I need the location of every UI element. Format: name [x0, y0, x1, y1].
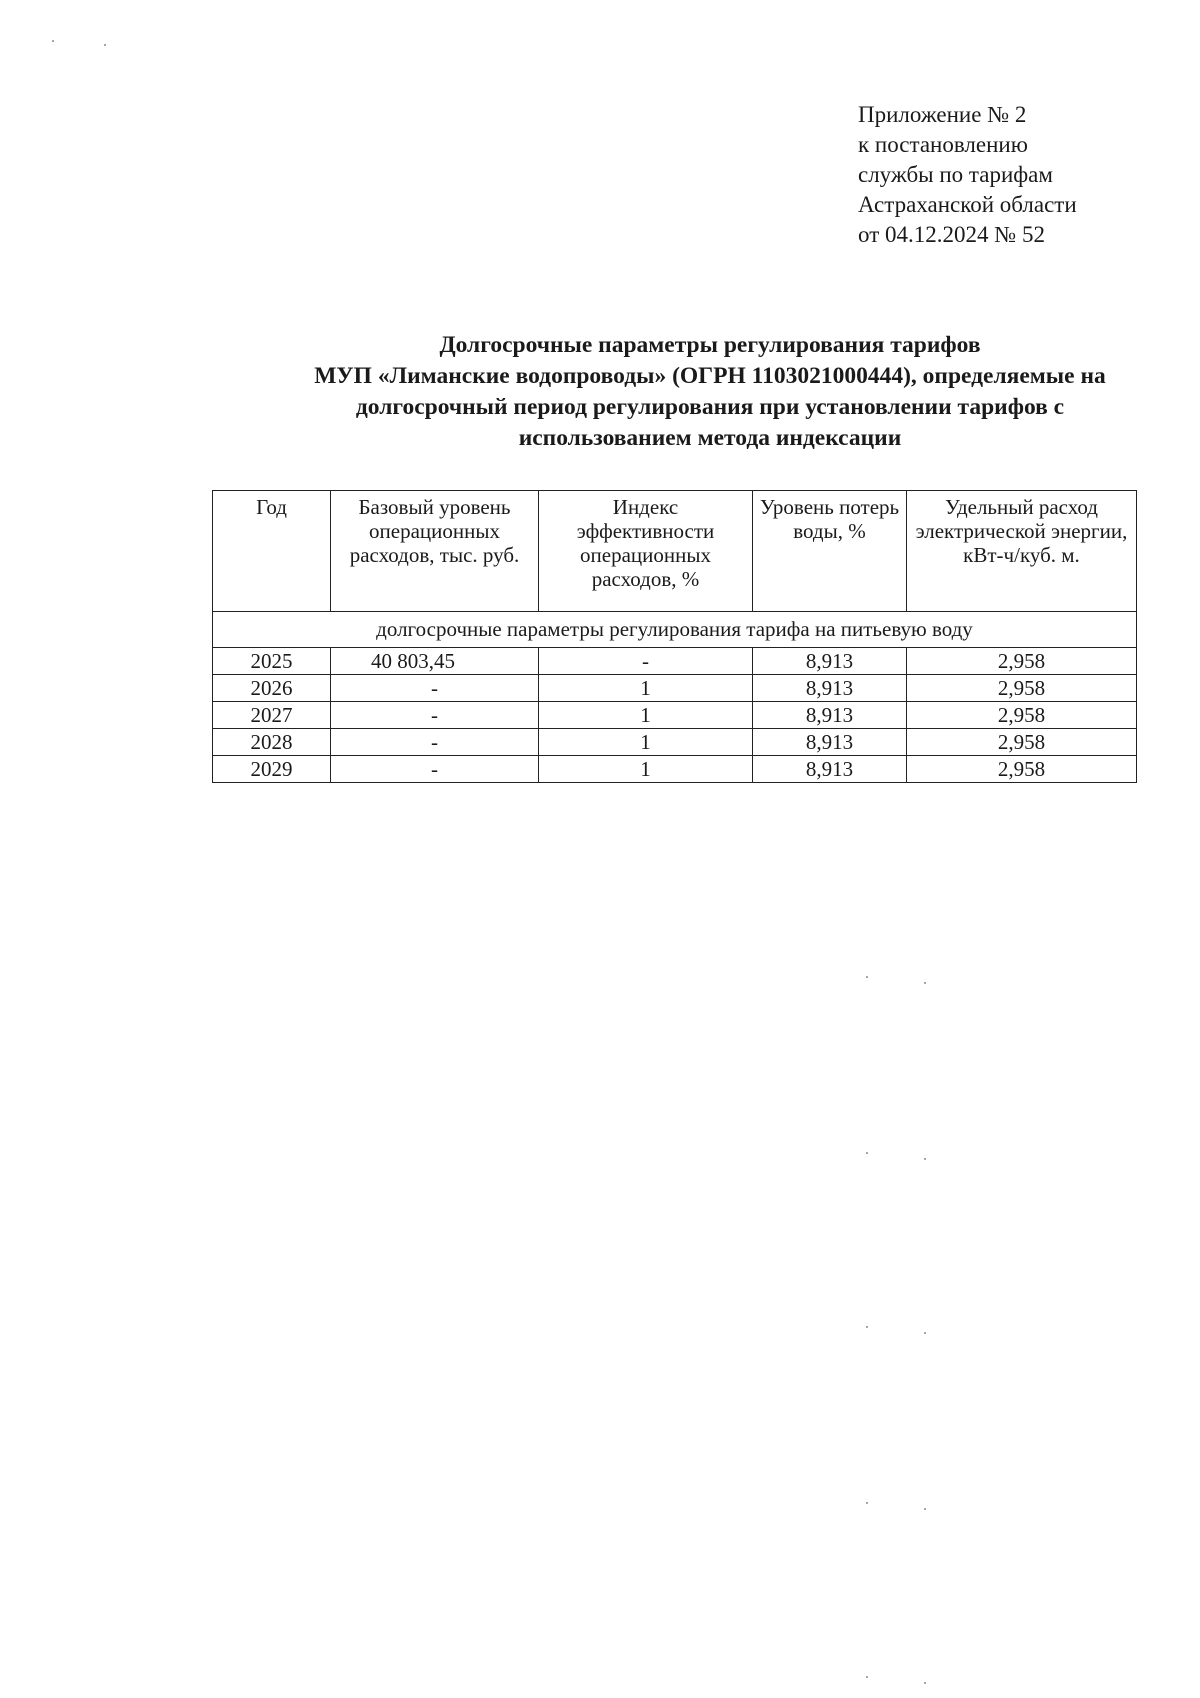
cell-energy-consumption: 2,958: [907, 648, 1137, 675]
attachment-line: службы по тарифам: [858, 162, 1053, 187]
cell-water-loss: 8,913: [753, 702, 907, 729]
cell-energy-consumption: 2,958: [907, 756, 1137, 783]
attachment-line: Астраханской области: [858, 192, 1077, 217]
scan-speck: [924, 1682, 926, 1684]
cell-base-opex: -: [331, 756, 539, 783]
header-efficiency-index: Индекс эффективности операционных расходов, %: [539, 491, 753, 612]
cell-efficiency-index: -: [539, 648, 753, 675]
cell-energy-consumption: 2,958: [907, 702, 1137, 729]
cell-water-loss: 8,913: [753, 729, 907, 756]
table-row: [213, 702, 1137, 729]
scan-speck: [924, 1508, 926, 1510]
cell-energy-consumption: 2,958: [907, 729, 1137, 756]
scan-speck: [924, 1332, 926, 1334]
scan-speck: [104, 44, 106, 46]
scan-speck: [924, 982, 926, 984]
table-header-row: [213, 491, 1137, 612]
cell-efficiency-index: 1: [539, 702, 753, 729]
cell-base-opex: 40 803,45: [331, 648, 539, 675]
table-row: [213, 648, 1137, 675]
cell-base-opex: -: [331, 675, 539, 702]
scan-speck: [866, 976, 868, 978]
title-line: использованием метода индексации: [518, 425, 902, 451]
document-title: [200, 330, 1200, 454]
cell-year: 2026: [213, 675, 331, 702]
cell-year: 2027: [213, 702, 331, 729]
cell-year: 2028: [213, 729, 331, 756]
section-row: [213, 612, 1137, 648]
cell-water-loss: 8,913: [753, 648, 907, 675]
table-row: [213, 675, 1137, 702]
scan-speck: [866, 1152, 868, 1154]
attachment-line: от 04.12.2024 № 52: [858, 222, 1045, 247]
header-base-opex: Базовый уровень операционных расходов, тыс. руб.: [331, 491, 539, 612]
title-line: Долгосрочные параметры регулирования тарифов: [439, 332, 981, 358]
cell-efficiency-index: 1: [539, 756, 753, 783]
cell-efficiency-index: 1: [539, 729, 753, 756]
cell-year: 2025: [213, 648, 331, 675]
header-year: Год: [213, 491, 331, 612]
parameters-table: [212, 490, 1137, 783]
attachment-block: [858, 100, 1178, 250]
table-row: [213, 729, 1137, 756]
attachment-line: Приложение № 2: [858, 102, 1027, 127]
cell-water-loss: 8,913: [753, 756, 907, 783]
scan-speck: [866, 1326, 868, 1328]
header-energy-consumption: Удельный расход электрической энергии, кВт-ч/куб. м.: [907, 491, 1137, 612]
cell-water-loss: 8,913: [753, 675, 907, 702]
cell-efficiency-index: 1: [539, 675, 753, 702]
table-row: [213, 756, 1137, 783]
cell-energy-consumption: 2,958: [907, 675, 1137, 702]
cell-base-opex: -: [331, 702, 539, 729]
attachment-line: к постановлению: [858, 132, 1028, 157]
cell-base-opex: -: [331, 729, 539, 756]
scan-speck: [866, 1676, 868, 1678]
title-line: долгосрочный период регулирования при установлении тарифов с: [355, 394, 1065, 420]
scan-speck: [924, 1158, 926, 1160]
cell-year: 2029: [213, 756, 331, 783]
scan-speck: [52, 40, 54, 42]
section-label: долгосрочные параметры регулирования тарифа на питьевую воду: [213, 612, 1137, 648]
header-water-loss: Уровень потерь воды, %: [753, 491, 907, 612]
scan-speck: [866, 1502, 868, 1504]
title-line: МУП «Лиманские водопроводы» (ОГРН 1103021000444), определяемые на: [314, 363, 1106, 389]
